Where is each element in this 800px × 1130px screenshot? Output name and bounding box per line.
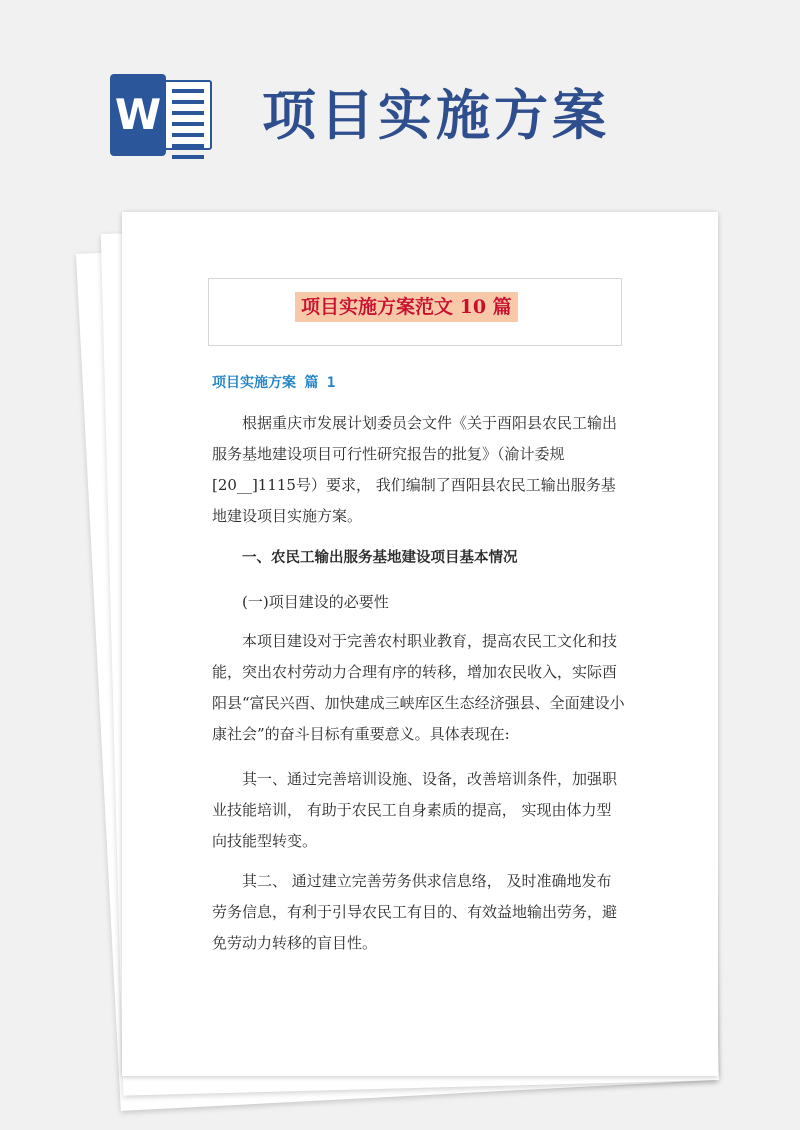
word-document-icon <box>110 74 214 156</box>
paragraph-significance: 本项目建设对于完善农村职业教育，提高农民工文化和技能，突出农村劳动力合理有序的转移，增加农民收入，实际酉阳县“富民兴酉、加快建成三峡库区生态经济强县、全面建设小康社会”的奋斗目标有重要意义。具体表现在: <box>212 632 625 743</box>
word-letter: W <box>110 74 166 156</box>
subheading-necessity: (一)项目建设的必要性 <box>242 593 389 611</box>
document-title: 项目实施方案范文 10 篇 <box>295 292 518 322</box>
paragraph-point-two: 其二、 通过建立完善劳务供求信息络， 及时准确地发布劳务信息，有利于引导农民工有目的、有效益地输出劳务，避免劳动力转移的盲目性。 <box>212 872 618 952</box>
document-page <box>122 212 718 1076</box>
title-frame <box>208 278 622 346</box>
section-title: 项目实施方案 篇 1 <box>212 375 336 391</box>
paragraph-point-one: 其一、通过完善培训设施、设备，改善培训条件，加强职业技能培训， 有助于农民工自身素质的提高， 实现由体力型向技能型转变。 <box>212 770 618 850</box>
banner-title: 项目实施方案 <box>262 84 610 147</box>
header-banner <box>0 0 800 190</box>
heading-basic-situation: 一、农民工输出服务基地建设项目基本情况 <box>242 550 518 566</box>
paragraph-intro: 根据重庆市发展计划委员会文件《关于酉阳县农民工输出服务基地建设项目可行性研究报告的批复》（渝计委规[20__]1115号）要求， 我们编制了酉阳县农民工输出服务基地建设项目实施方案。 <box>212 414 618 525</box>
